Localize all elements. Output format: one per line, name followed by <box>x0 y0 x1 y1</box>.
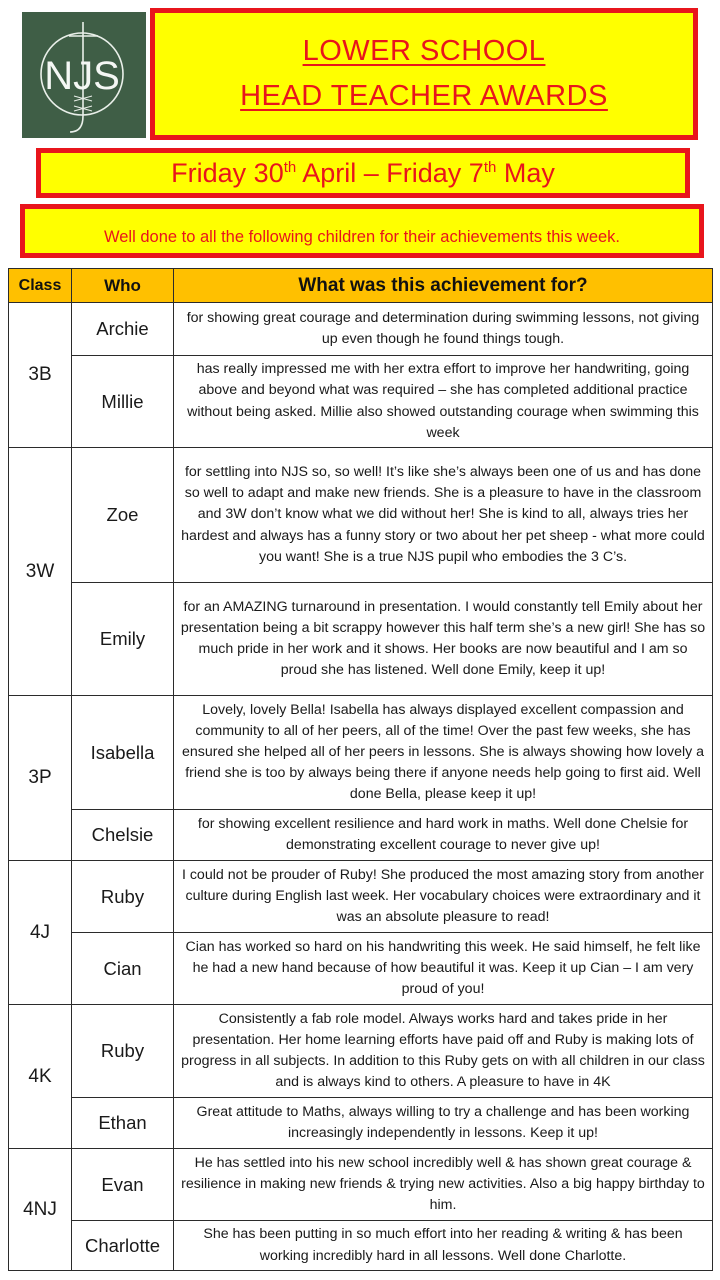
table-row <box>9 303 713 356</box>
achievement-text: He has settled into his new school incredibly well & has shown great courage & resilience in making new friends & trying new activities. Also a big happy birthday to him. <box>174 1149 713 1221</box>
achievement-text: for showing great courage and determination during swimming lessons, not giving up even though he found things tough. <box>174 303 713 356</box>
title-line-2: HEAD TEACHER AWARDS <box>240 80 608 112</box>
class-cell: 4J <box>9 861 72 1005</box>
table-row <box>9 861 713 933</box>
achievement-text: for an AMAZING turnaround in presentation. I would constantly tell Emily about her presentation being a bit scrappy however this half term she’s a new girl! She has so much pride in her work and it shows. Her books are now beautiful and I am so proud she has listened. Well done Emily, keep it up! <box>174 583 713 696</box>
table-row <box>9 583 713 696</box>
pupil-name: Evan <box>72 1149 174 1221</box>
achievement-text: for showing excellent resilience and hard work in maths. Well done Chelsie for demonstrating excellent courage to never give up! <box>174 810 713 861</box>
table-row <box>9 356 713 448</box>
achievement-text: She has been putting in so much effort into her reading & writing & has been working incredibly hard in all lessons. Well done Charlotte. <box>174 1221 713 1271</box>
date-range: Friday 30th April – Friday 7th May <box>171 157 555 188</box>
pupil-name: Millie <box>72 356 174 448</box>
pupil-name: Ruby <box>72 1005 174 1098</box>
pupil-name: Ruby <box>72 861 174 933</box>
table-header-row <box>9 269 713 303</box>
table-row <box>9 1149 713 1221</box>
table-row <box>9 933 713 1005</box>
header-banner <box>150 8 698 140</box>
achievement-text: Cian has worked so hard on his handwriting this week. He said himself, he felt like he had a new hand because of how beautiful it was. Keep it up Cian – I am very proud of you! <box>174 933 713 1005</box>
achievement-text: for settling into NJS so, so well! It’s like she’s always been one of us and has done so well to adapt and make new friends. She is a pleasure to have in the classroom and 3W don’t know what we did without her! She is kind to all, always tries her hardest and always has a funny story or two about her pet sheep - what more could you want! She is a true NJS pupil who embodies the 3 C’s. <box>174 448 713 583</box>
awards-table <box>8 268 713 1271</box>
achievement-text: Consistently a fab role model. Always works hard and takes pride in her presentation. Her home learning efforts have paid off and Ruby is making lots of progress in all subjects. In addition to this Ruby gets on with all children in our class and is always kind to others. A pleasure to have in 4K <box>174 1005 713 1098</box>
svg-text:NJS: NJS <box>44 54 120 98</box>
table-row <box>9 1221 713 1271</box>
pupil-name: Archie <box>72 303 174 356</box>
header-who: Who <box>72 269 174 303</box>
table-row <box>9 810 713 861</box>
table-row <box>9 448 713 583</box>
pupil-name: Cian <box>72 933 174 1005</box>
school-logo <box>22 12 146 138</box>
achievement-text: Lovely, lovely Bella! Isabella has always displayed excellent compassion and community to all of her peers, all of the time! Over the past few weeks, she has ensured she helped all of her peers in lessons. She is always showing how lovely a friend she is too by always being there if anyone needs help going to first aid. Well done Bella, please keep it up! <box>174 696 713 810</box>
pupil-name: Charlotte <box>72 1221 174 1271</box>
pupil-name: Isabella <box>72 696 174 810</box>
class-cell: 4K <box>9 1005 72 1149</box>
achievement-text: has really impressed me with her extra effort to improve her handwriting, going above and beyond what was required – she has completed additional practice without being asked. Millie also showed outstanding courage when swimming this week <box>174 356 713 448</box>
header-class: Class <box>9 269 72 303</box>
header-what: What was this achievement for? <box>174 269 713 303</box>
table-row <box>9 696 713 810</box>
intro-banner <box>20 204 704 258</box>
pupil-name: Chelsie <box>72 810 174 861</box>
class-cell: 3P <box>9 696 72 861</box>
achievement-text: I could not be prouder of Ruby! She produced the most amazing story from another culture during English last week. Her vocabulary choices were extraordinary and it was an absolute pleasure to read! <box>174 861 713 933</box>
pupil-name: Emily <box>72 583 174 696</box>
table-row <box>9 1005 713 1098</box>
achievement-text: Great attitude to Maths, always willing to try a challenge and has been working increasingly independently in lessons. Keep it up! <box>174 1098 713 1149</box>
class-cell: 3W <box>9 448 72 696</box>
date-banner <box>36 148 690 198</box>
class-cell: 3B <box>9 303 72 448</box>
intro-text: Well done to all the following children for their achievements this week. <box>103 228 621 246</box>
njs-crest-icon <box>22 12 146 138</box>
class-cell: 4NJ <box>9 1149 72 1271</box>
title-line-1: LOWER SCHOOL <box>302 35 546 67</box>
table-row <box>9 1098 713 1149</box>
pupil-name: Zoe <box>72 448 174 583</box>
pupil-name: Ethan <box>72 1098 174 1149</box>
